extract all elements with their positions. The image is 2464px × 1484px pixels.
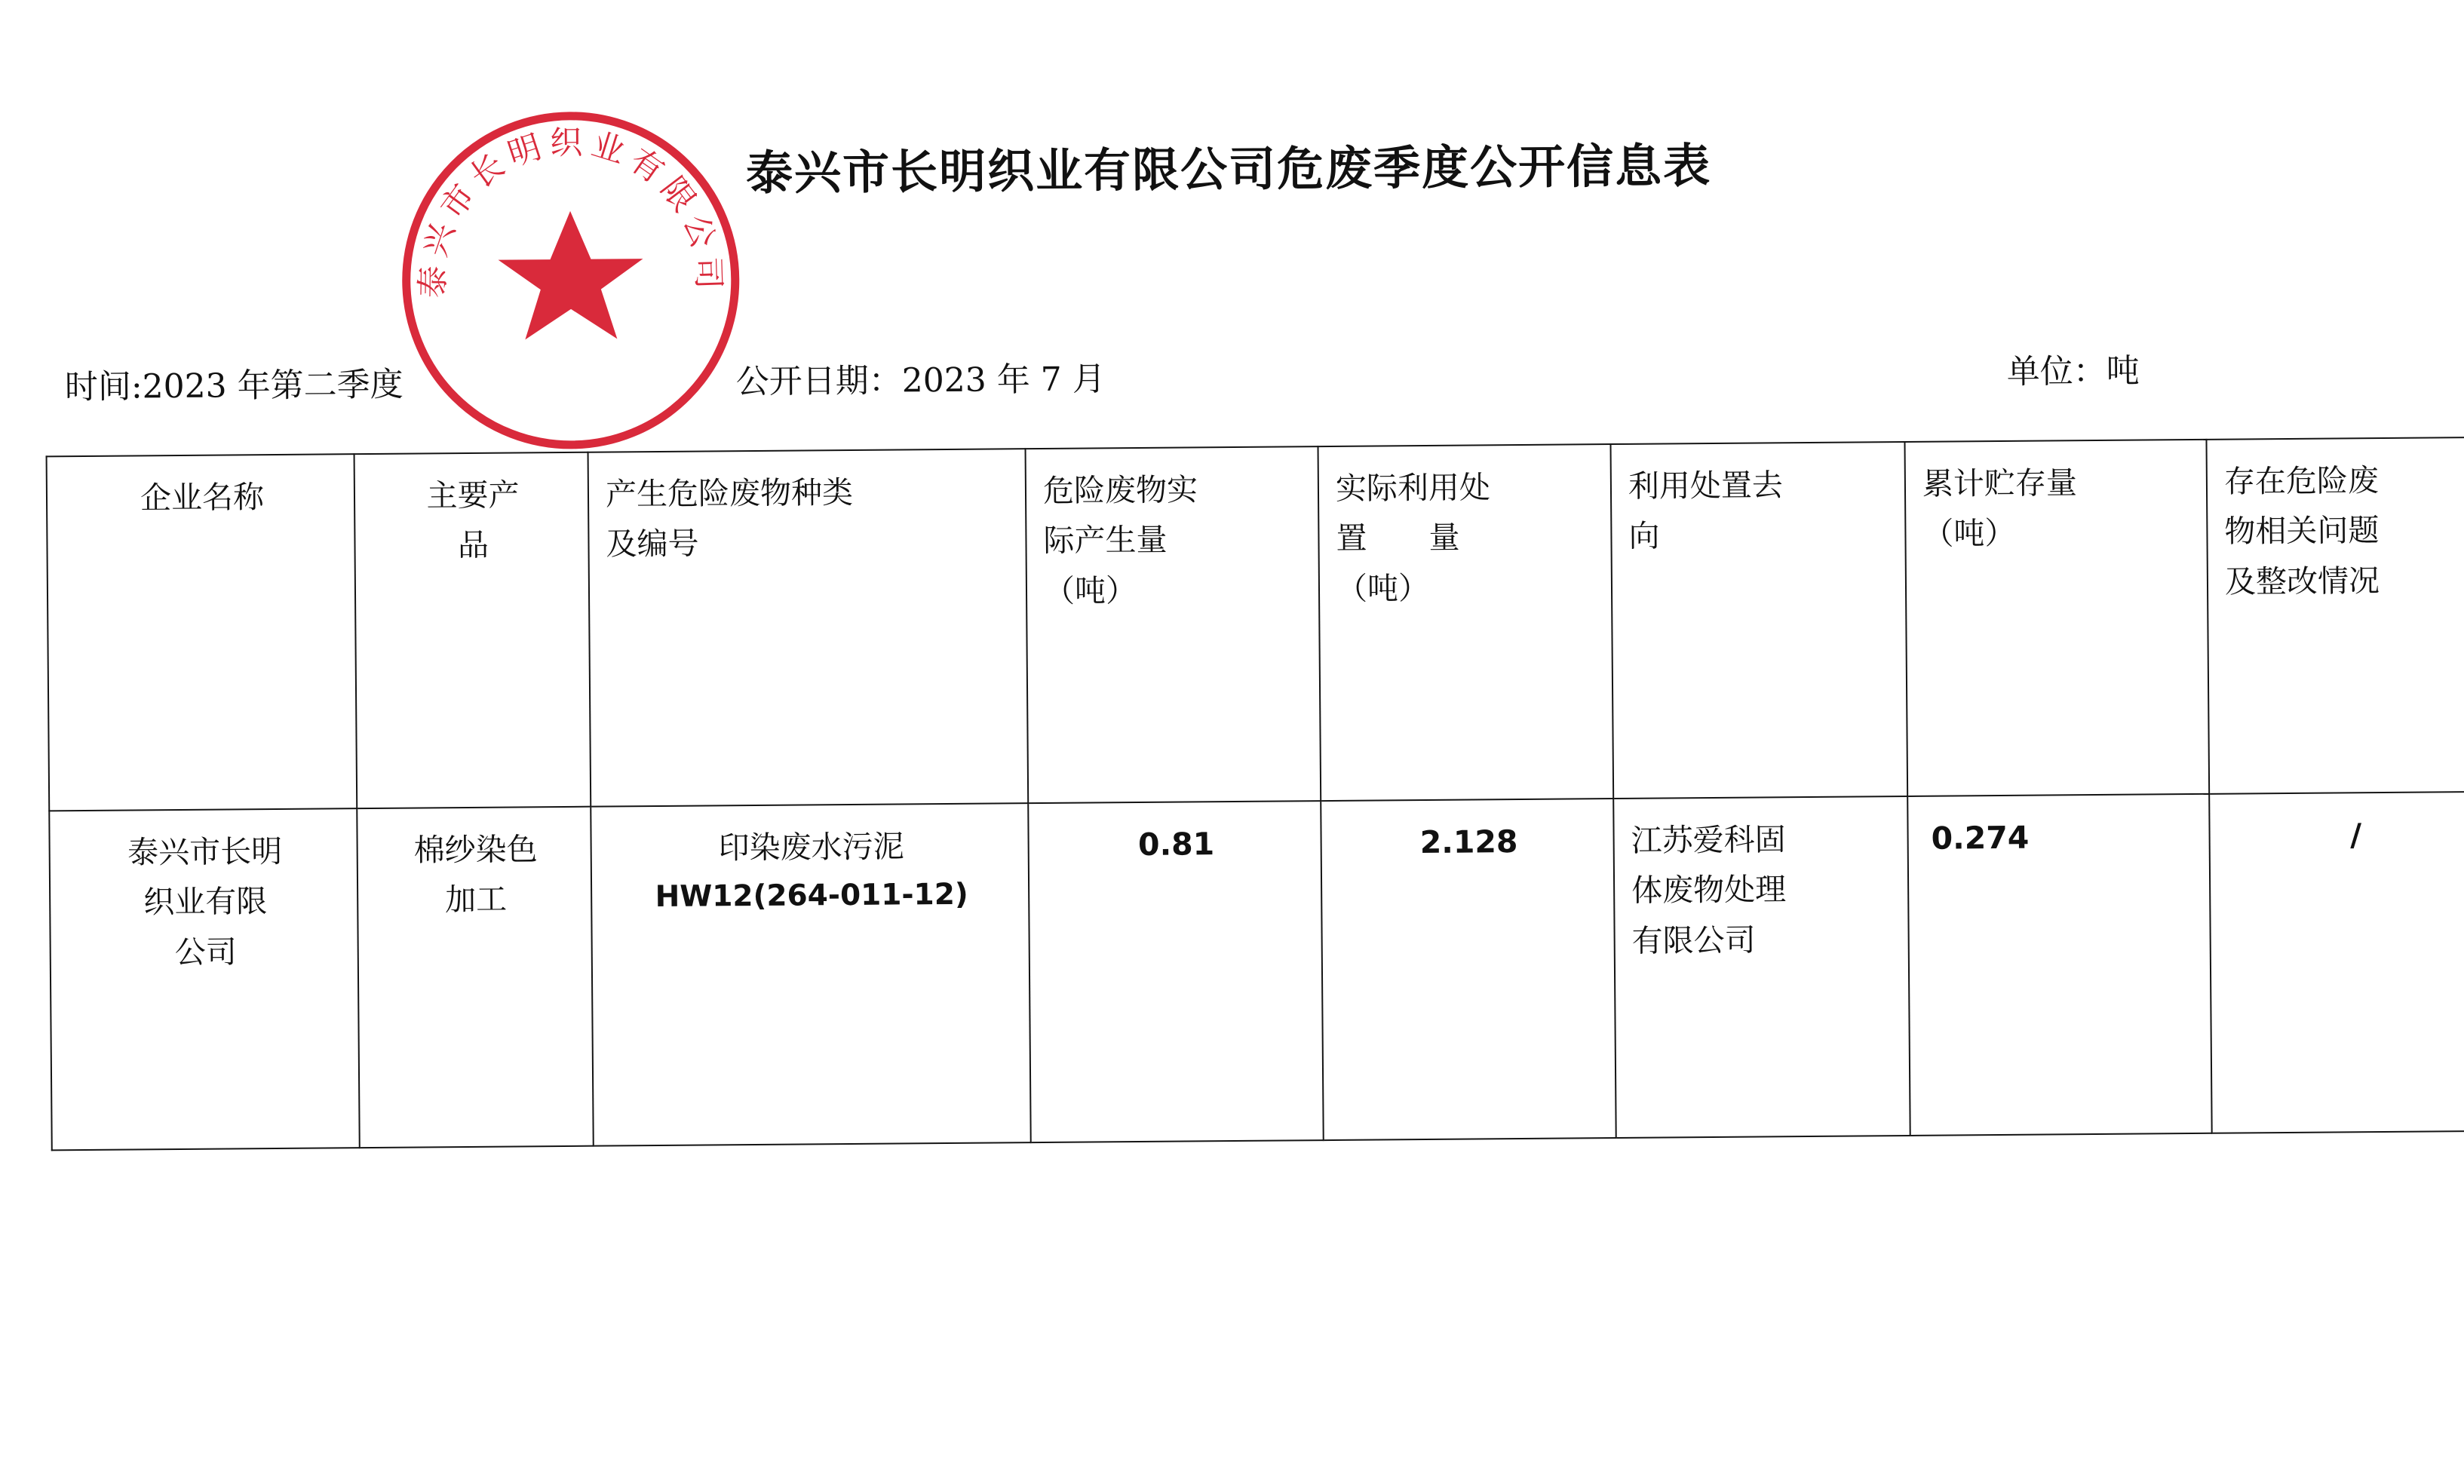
column-header-generated-amount: 危险废物实 际产生量 （吨） xyxy=(1026,446,1321,803)
column-header-disposed-amount: 实际利用处 置 量 （吨） xyxy=(1318,444,1614,801)
column-header-issues: 存在危险废 物相关问题 及整改情况 xyxy=(2206,437,2464,794)
hazardous-waste-table xyxy=(46,437,2464,1151)
cell-destination: 江苏爱科固 体废物处理 有限公司 xyxy=(1613,796,1910,1138)
column-header-stored-amount: 累计贮存量 （吨） xyxy=(1904,440,2209,796)
unit-label: 单位：吨 xyxy=(2006,351,2140,391)
column-header-product: 主要产 品 xyxy=(354,452,591,808)
cell-company-name: 泰兴市长明 织业有限 公司 xyxy=(49,808,360,1150)
cell-main-product: 棉纱染色 加工 xyxy=(357,807,594,1148)
column-header-destination: 利用处置去 向 xyxy=(1611,442,1908,799)
cell-waste-type-code: 印染废水污泥 HW12(264-011-12) xyxy=(591,803,1031,1146)
meta-row xyxy=(65,342,2396,405)
column-header-company: 企业名称 xyxy=(47,454,357,811)
page-title: 泰兴市长明织业有限公司危废季度公开信息表 xyxy=(745,137,1712,201)
table-header-row xyxy=(47,437,2464,811)
cell-generated-amount: 0.81 xyxy=(1028,801,1324,1142)
cell-disposed-amount: 2.128 xyxy=(1321,799,1616,1140)
period-label: 时间:2023 年第二季度 xyxy=(64,365,404,407)
cell-stored-amount: 0.274 xyxy=(1907,794,2212,1136)
publish-date-label: 公开日期：2023 年 7 月 xyxy=(735,360,1106,402)
cell-issues: / xyxy=(2209,792,2464,1133)
column-header-waste-type-code: 产生危险废物种类 及编号 xyxy=(588,449,1029,807)
svg-text:泰兴市长明织业有限公司: 泰兴市长明织业有限公司 xyxy=(414,124,728,299)
table-row xyxy=(49,792,2464,1150)
